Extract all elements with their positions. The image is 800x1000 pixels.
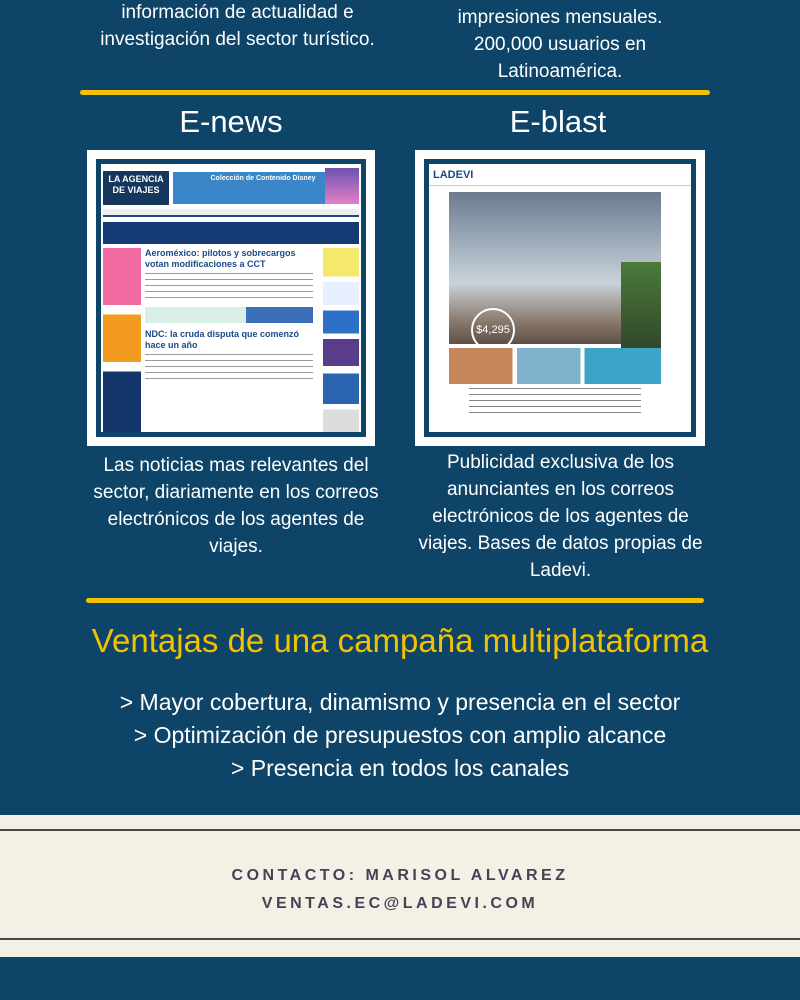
eblast-preview-logo: LADEVI (433, 169, 474, 181)
intro-text-right: impresiones mensuales. 200,000 usuarios en Latinoamérica. (457, 7, 663, 82)
contact-section (0, 815, 800, 957)
enews-description: Las noticias mas relevantes del sector, diariamente en los correos electrónicos de los agentes de viajes. (93, 455, 379, 557)
eblast-preview-image (415, 150, 705, 446)
ventajas-title: Ventajas de una campaña multiplataforma (91, 622, 709, 659)
eblast-description: Publicidad exclusiva de los anunciantes en los correos electrónicos de los agentes de viajes. Bases de datos propias de Ladevi. (418, 452, 703, 581)
eblast-title: E-blast (509, 104, 607, 139)
benefits-list (0, 686, 800, 785)
enews-preview-sidebar (103, 248, 141, 437)
divider-line (86, 598, 704, 603)
contact-email[interactable]: VENTAS.EC@LADEVI.COM (261, 895, 539, 912)
contact-divider (0, 829, 800, 831)
resort-thumbnails (449, 348, 661, 384)
contact-divider (0, 938, 800, 940)
price-badge: $4,295 (471, 308, 515, 352)
resort-photo (449, 192, 661, 344)
castle-image (325, 168, 359, 204)
benefit-item: > Presencia en todos los canales (230, 755, 570, 781)
eblast-preview-header (429, 164, 691, 186)
enews-preview-nav (103, 209, 359, 217)
contact-name: CONTACTO: MARISOL ALVAREZ (231, 867, 569, 884)
enews-preview-right-ads (323, 248, 359, 437)
benefit-item: > Optimización de presupuestos con amplio alcance (133, 722, 667, 748)
enews-preview-image (87, 150, 375, 446)
divider-line (80, 90, 710, 95)
footer-band (0, 957, 800, 1000)
intro-text-left: información de actualidad e investigación del sector turístico. (100, 2, 375, 50)
enews-preview-banner: Colección de Contenido Disney (173, 172, 353, 204)
enews-title: E-news (179, 104, 283, 139)
benefit-item: > Mayor cobertura, dinamismo y presencia en el sector (119, 689, 681, 715)
enews-preview-ad (103, 222, 359, 244)
contact-info (0, 862, 800, 918)
enews-preview-logo: LA AGENCIA DE VIAJES (103, 171, 169, 205)
enews-preview-articles: Aeroméxico: pilotos y sobrecargos votan modificaciones a CCT NDC: la cruda disputa que comenzó hace un año (145, 248, 313, 437)
eblast-preview-footer-text (469, 388, 641, 418)
